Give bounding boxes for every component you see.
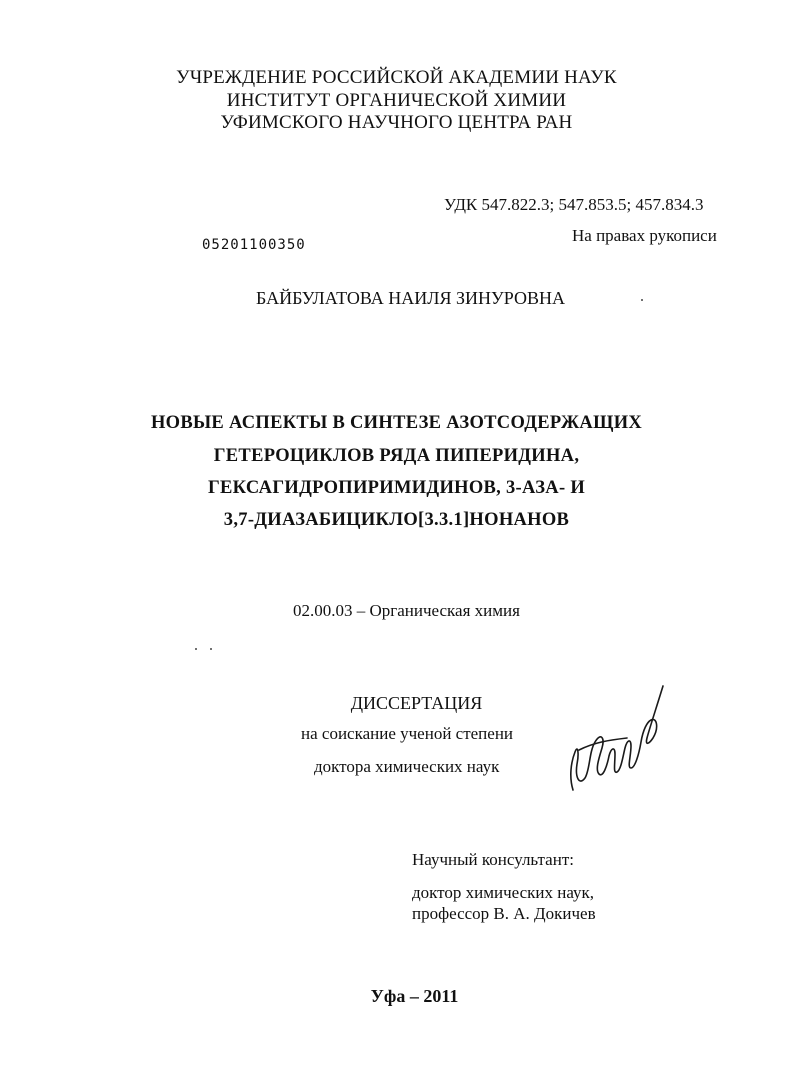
dissertation-title-line-2: ГЕТЕРОЦИКЛОВ РЯДА ПИПЕРИДИНА, bbox=[213, 446, 580, 466]
scan-speck bbox=[210, 648, 212, 650]
specialty-code: 02.00.03 – Органическая химия bbox=[293, 601, 520, 620]
library-code: 05201100350 bbox=[202, 237, 306, 253]
institution-line-1: УЧРЕЖДЕНИЕ РОССИЙСКОЙ АКАДЕМИИ НАУК bbox=[176, 67, 617, 88]
consultant-name: профессор В. А. Докичев bbox=[412, 904, 596, 923]
dissertation-title-line-4: 3,7-ДИАЗАБИЦИКЛО[3.3.1]НОНАНОВ bbox=[223, 510, 570, 530]
consultant-label: Научный консультант: bbox=[412, 850, 574, 869]
udc-code: УДК 547.822.3; 547.853.5; 457.834.3 bbox=[444, 195, 704, 214]
city-year: Уфа – 2011 bbox=[370, 986, 459, 1006]
document-type: ДИССЕРТАЦИЯ bbox=[350, 693, 483, 713]
signature bbox=[565, 682, 675, 797]
scan-speck bbox=[641, 299, 643, 301]
degree-purpose-line-1: на соискание ученой степени bbox=[301, 724, 514, 743]
manuscript-rights: На правах рукописи bbox=[572, 226, 717, 245]
dissertation-title-line-1: НОВЫЕ АСПЕКТЫ В СИНТЕЗЕ АЗОТСОДЕРЖАЩИХ bbox=[150, 413, 643, 433]
scan-speck bbox=[195, 648, 197, 650]
consultant-degree: доктор химических наук, bbox=[412, 883, 595, 902]
dissertation-title-line-3: ГЕКСАГИДРОПИРИМИДИНОВ, 3-АЗА- И bbox=[207, 478, 586, 498]
institution-line-3: УФИМСКОГО НАУЧНОГО ЦЕНТРА РАН bbox=[220, 112, 573, 133]
degree-purpose-line-2: доктора химических наук bbox=[314, 757, 500, 776]
author-name: БАЙБУЛАТОВА НАИЛЯ ЗИНУРОВНА bbox=[256, 288, 565, 308]
institution-line-2: ИНСТИТУТ ОРГАНИЧЕСКОЙ ХИМИИ bbox=[226, 90, 567, 111]
